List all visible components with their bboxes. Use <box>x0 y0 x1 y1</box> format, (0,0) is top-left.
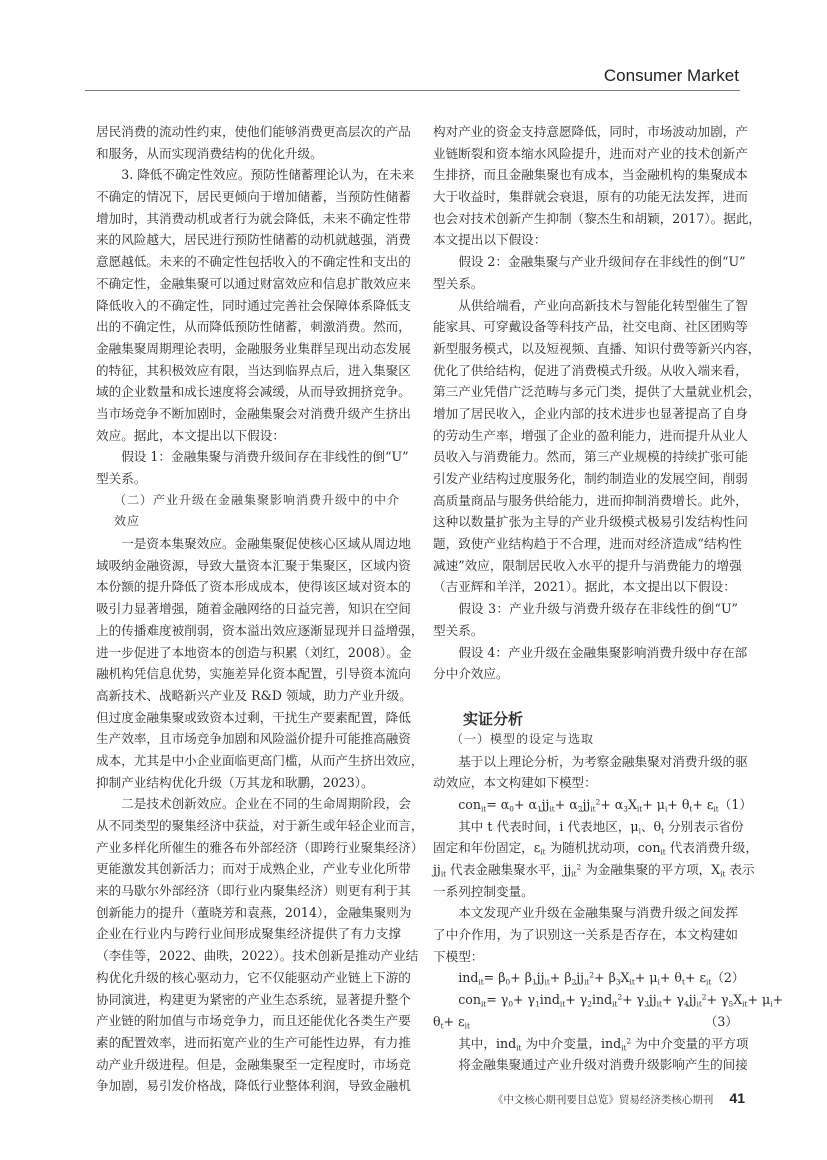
paragraph <box>96 533 424 793</box>
subscript: it <box>559 999 566 1009</box>
journal-section-title: Consumer Market <box>603 66 739 85</box>
subscript: i <box>770 999 773 1009</box>
text-line: 一是资本集聚效应。金融集聚促使核心区域从周边地 <box>121 536 411 552</box>
text-line: 高质量商品与服务供给能力，进而抑制消费增长。此外， <box>433 492 748 508</box>
text-run: 、θ <box>640 818 662 834</box>
subscript: 0 <box>505 978 511 987</box>
text-line: 假设 1：金融集聚与消费升级间存在非线性的倒“U” <box>121 449 409 465</box>
text-line: 型关系。 <box>433 275 484 291</box>
paragraph <box>433 251 746 294</box>
paragraph <box>433 642 748 685</box>
text-line: 业链断裂和资本缩水风险提升，进而对产业的技术创新产 <box>433 145 748 161</box>
subscript: 3 <box>615 978 621 987</box>
subscript: it <box>571 869 577 879</box>
text-line: 创新能力的提升（董晓芳和袁燕，2014），金融集聚则为 <box>96 904 412 920</box>
text-line: 素的配置效率，进而拓宽产业的生产可能性边界，有力推 <box>96 1034 411 1050</box>
text-line: 和服务，从而实现消费结构的优化升级。 <box>96 145 323 161</box>
superscript: 2 <box>617 992 623 1002</box>
text-line <box>433 837 758 859</box>
subscript: 3 <box>623 804 628 814</box>
text-run: + α <box>513 796 537 812</box>
text-line: 吸引力显著增强，随着金融网络的日益完善，知识在空间 <box>96 601 411 617</box>
subscript: i <box>638 826 641 836</box>
text-line: 争加剧，易引发价格战，降低行业整体利润，导致金融机 <box>96 1078 411 1094</box>
text-line: 成本，尤其是中小企业面临更高门槛，从而产生挤出效应， <box>96 752 424 768</box>
subscript: t <box>440 1021 444 1031</box>
text-run: 代表金融集聚水平，jj <box>446 862 572 878</box>
text-line: 本文提出以下假设： <box>433 232 547 248</box>
text-line: 引发产业结构过度服务化，制约制造业的发展空间，削弱 <box>433 471 748 486</box>
equation-body <box>458 967 711 989</box>
text-run: = β <box>483 970 506 986</box>
text-line: 将金融集聚通过产业升级对消费升级影响产生的间接 <box>458 1057 748 1073</box>
subscript: it <box>636 804 643 814</box>
subsection-heading: （二）产业升级在金融集聚影响消费升级中的中介效应 <box>114 492 401 529</box>
text-run: = γ <box>486 992 509 1008</box>
subscript: it <box>516 1043 522 1053</box>
text-line: 的劳动生产率，增强了企业的盈利能力，进而提升从业人 <box>433 427 748 443</box>
subscript: it <box>544 978 550 987</box>
text-run: 代表消费升级， <box>665 840 758 856</box>
text-line: 员收入与消费能力。然而，第三产业规模的持续扩张可能 <box>433 449 748 465</box>
text-line: 假设 2：金融集聚与产业升级间存在非线性的倒“U” <box>458 254 746 270</box>
text-run: ind <box>458 970 479 986</box>
text-line <box>433 1033 749 1055</box>
text-run: + α <box>600 796 624 812</box>
text-line: 更能激发其创新活力；而对于成熟企业，产业专业化所带 <box>96 861 411 877</box>
equation-line <box>433 794 752 816</box>
text-run: + α <box>554 796 578 812</box>
text-run: 分别表示省份 <box>664 818 744 834</box>
text-line: 但过度金融集聚或致资本过剩，干扰生产要素配置，降低 <box>96 709 411 725</box>
text-line: 协同演进，构建更为紧密的产业生态系统，显著提升整个 <box>96 991 411 1007</box>
paragraph <box>433 1033 749 1055</box>
text-line: 来的马歇尔外部经济（即行业内聚集经济）则更有利于其 <box>96 883 411 899</box>
text-run: 固定和年份固定，ε <box>433 840 541 856</box>
equation <box>433 967 745 989</box>
text-line: 减速”效应，限制居民收入水平的提升与消费能力的增强 <box>433 557 742 573</box>
equation-number: （1） <box>718 796 752 812</box>
superscript: 2 <box>589 971 595 981</box>
text-line: 上的传播难度被削弱，资本溢出效应逐渐显现并日益增强， <box>96 622 424 638</box>
text-line: 高新技术、战略新兴产业及 R&D 领域，助力产业升级。 <box>96 687 412 703</box>
text-run: + γ <box>622 992 645 1008</box>
equation <box>433 989 784 1032</box>
text-run: + β <box>549 970 572 986</box>
subscript: 3 <box>644 999 649 1009</box>
equation-number: （3） <box>704 1013 738 1029</box>
text-run: θ <box>433 1013 441 1029</box>
text-run: X <box>627 796 637 812</box>
text-line: 下模型： <box>433 948 484 964</box>
text-run: + γ <box>706 992 729 1008</box>
text-run: jj <box>541 796 550 812</box>
text-run: + μ <box>642 796 665 812</box>
subscript: it <box>706 978 712 987</box>
subscript: it <box>480 999 487 1009</box>
text-line: 进一步促进了本地资本的创造与积累（刘红，2008）。金 <box>96 644 412 660</box>
subscript: i <box>664 804 668 814</box>
text-run: jj <box>648 992 657 1008</box>
text-run: X <box>733 992 743 1008</box>
text-line: 假设 3：产业升级与消费升级存在非线性的倒“U” <box>458 601 738 617</box>
subscript: it <box>464 1021 470 1031</box>
subscript: 1 <box>532 978 537 987</box>
text-line: 构优化升级的核心驱动力，它不仅能驱动产业链上下游的 <box>96 969 411 985</box>
text-line: 域吸纳金融资源，导致大量资本汇聚于集聚区，区域内资 <box>96 557 411 573</box>
text-line: 基于以上理论分析，为考察金融集聚对消费升级的驱 <box>458 753 748 769</box>
text-line: 增加时，其消费动机或者行为就会降低，未来不确定性带 <box>96 210 411 226</box>
equation-body <box>433 1011 705 1033</box>
subscript: i <box>657 978 660 987</box>
equation-number: （2） <box>711 970 745 986</box>
text-line: 本文发现产业升级在金融集聚与消费升级之间发挥 <box>458 905 738 921</box>
text-run: jj <box>582 796 591 812</box>
paragraph <box>433 121 762 251</box>
section-heading: 实证分析 <box>463 709 524 728</box>
subscript: it <box>612 999 618 1009</box>
text-run: 其中，ind <box>458 1035 517 1051</box>
subscript: it <box>660 847 666 857</box>
text-line: 动效应，本文构建如下模型： <box>433 775 597 791</box>
equation-body <box>458 794 719 816</box>
equation-line <box>433 967 745 989</box>
header-divider <box>85 90 740 91</box>
equation <box>433 794 752 816</box>
text-line: 不确定的情况下，居民更倾向于增加储蓄，当预防性储蓄 <box>96 189 411 205</box>
text-run: con <box>458 796 481 812</box>
text-line: 分中介效应。 <box>433 666 509 682</box>
subscript: it <box>584 978 590 987</box>
equation-line <box>433 989 784 1011</box>
subscript: it <box>540 847 546 857</box>
text-line: 题，致使产业结构趋于不合理，进而对经济造成“结构性 <box>433 536 742 552</box>
text-line <box>433 859 755 881</box>
subscript: t <box>682 978 685 987</box>
paragraph <box>433 1054 748 1076</box>
right-text-column <box>433 121 784 1076</box>
subscript: it <box>549 804 555 814</box>
text-line: 的特征，其积极效应有限，当达到临界点后，进入集聚区 <box>96 362 411 378</box>
text-run: + ε <box>684 970 707 986</box>
text-line: 域的企业数量和成长速度将会减缓，从而导致拥挤竞争。 <box>96 384 411 400</box>
equation-body <box>458 989 783 1011</box>
text-line: 居民消费的流动性约束，使他们能够消费更高层次的产品 <box>96 124 411 139</box>
paragraph <box>96 164 415 446</box>
left-text-column <box>96 121 424 1097</box>
text-line: 效应。据此，本文提出以下假设： <box>96 427 285 443</box>
subscript: it <box>440 869 447 879</box>
text-line: 这种以数量扩张为主导的产业升级模式极易引发结构性问 <box>433 514 748 530</box>
text-run: 为金融集聚的平方项，X <box>581 862 721 878</box>
subscript: it <box>480 804 487 814</box>
superscript: 2 <box>595 797 601 807</box>
text-line: 从供给端看，产业向高新技术与智能化转型催生了智 <box>458 297 748 313</box>
text-line: 第三产业凭借广泛范畴与多元门类，提供了大量就业机会， <box>433 384 761 400</box>
subscript: it <box>696 999 702 1009</box>
text-run: + ε <box>443 1013 465 1029</box>
subscript: it <box>742 999 748 1009</box>
subscript: it <box>590 804 596 814</box>
paragraph <box>96 121 411 164</box>
subscript: 2 <box>571 978 577 987</box>
text-line: 本份额的提升降低了资本形成成本，使得该区域对资本的 <box>96 579 411 595</box>
subscript: 5 <box>728 999 734 1009</box>
subscript: it <box>478 978 484 987</box>
text-run: + μ <box>747 992 771 1008</box>
text-run: 其中 t 代表时间，i 代表地区，μ <box>458 818 639 834</box>
text-run: + ε <box>692 796 714 812</box>
subscript: 2 <box>587 999 592 1009</box>
text-line: 从不同类型的聚集经济中获益，对于新生或年轻企业而言， <box>96 818 424 834</box>
page-number: 41 <box>729 1090 745 1106</box>
text-run: jj <box>536 970 545 986</box>
subscript: it <box>621 1043 627 1053</box>
text-run: 为中介变量，ind <box>521 1035 622 1051</box>
subscript: t <box>661 826 665 836</box>
text-line: 型关系。 <box>96 471 147 486</box>
subscript: 4 <box>684 999 689 1009</box>
text-run: + β <box>594 970 616 986</box>
subscript: t <box>689 804 693 814</box>
subscript: 1 <box>537 804 542 814</box>
text-run: jj <box>688 992 697 1008</box>
subscript: 0 <box>509 804 514 814</box>
text-line: （李佳等，2022、曲昳，2022）。技术创新是推动产业结 <box>96 948 419 964</box>
text-run: = α <box>486 796 510 812</box>
text-line: 大于收益时，集群就会衰退，原有的功能无法发挥，进而 <box>433 189 748 205</box>
text-line: 出的不确定性，从而降低预防性储蓄，刺激消费。然而， <box>96 319 411 335</box>
text-line: 3. 降低不确定性效应。预防性储蓄理论认为，在未来 <box>121 167 415 183</box>
text-line: 新型服务模式，以及短视频、直播、知识付费等新兴内容， <box>433 340 761 356</box>
paragraph <box>433 751 748 794</box>
subscript: 2 <box>577 804 583 814</box>
text-line: 金融集聚周期理论表明，金融服务业集群呈现出动态发展 <box>96 340 411 356</box>
text-line: 动产业升级进程。但是，金融集聚至一定程度时，市场竞 <box>96 1056 411 1072</box>
text-line: 型关系。 <box>433 622 484 638</box>
text-line: 融机构凭信息优势，实施差异化资本配置，引导资本流向 <box>96 666 411 682</box>
text-line: 了中介作用，为了识别这一关系是否存在，本文构建如 <box>433 927 738 943</box>
text-run: 为随机扰动项，con <box>545 840 661 856</box>
text-run: ind <box>539 992 560 1008</box>
paragraph <box>96 793 424 1097</box>
text-line: 优化了供给结构，促进了消费模式升级。从收入端来看， <box>433 362 748 378</box>
paragraph <box>433 902 738 967</box>
text-run: + <box>772 992 784 1008</box>
text-run: + β <box>510 970 533 986</box>
text-line: 来的风险越大，居民进行预防性储蓄的动机就越强，消费 <box>96 232 411 248</box>
text-line: 意愿越低。未来的不确定性包括收入的不确定性和支出的 <box>96 254 411 270</box>
text-run: + μ <box>634 970 658 986</box>
text-line: 降低收入的不确定性，同时通过完善社会保障体系降低支 <box>96 297 411 313</box>
superscript: 2 <box>626 1036 632 1046</box>
text-run: + γ <box>512 992 536 1008</box>
paragraph <box>433 598 738 641</box>
text-line: 产业多样化所催生的雅各布外部经济（即跨行业聚集经济） <box>96 839 424 855</box>
text-line: 二是技术创新效应。企业在不同的生命周期阶段，会 <box>121 796 411 812</box>
subscript: 1 <box>535 999 540 1009</box>
text-run: con <box>458 992 481 1008</box>
subscript: it <box>629 978 635 987</box>
text-line: 生排挤，而且金融集聚也有成本，当金融机构的集聚成本 <box>433 167 748 183</box>
text-run: jj <box>576 970 585 986</box>
subscript: 0 <box>508 999 513 1009</box>
text-line: 不确定性，金融集聚可以通过财富效应和信息扩散效应来 <box>96 275 411 291</box>
text-line: 抑制产业结构优化升级（万其龙和耿鹏，2023）。 <box>96 774 374 790</box>
paragraph <box>433 295 761 599</box>
superscript: 2 <box>576 862 582 872</box>
paragraph <box>433 816 758 903</box>
text-line: 增加了居民收入，企业内部的技术进步也显著提高了自身 <box>433 405 748 421</box>
text-line: 一系列控制变量。 <box>433 883 534 899</box>
text-run: X <box>620 970 630 986</box>
text-line: 能家具、可穿戴设备等科技产品，社交电商、社区团购等 <box>433 319 748 335</box>
equation-line <box>433 1011 738 1033</box>
text-run: + θ <box>667 796 690 812</box>
text-run: 表示 <box>725 862 755 878</box>
text-line: 假设 4：产业升级在金融集聚影响消费升级中存在部 <box>458 644 748 660</box>
text-line: 企业在行业内与跨行业间形成聚集经济提供了有力支撑 <box>96 926 401 942</box>
text-line: 也会对技术创新产生抑制（黎杰生和胡颖，2017）。据此， <box>433 210 762 226</box>
text-run: + θ <box>659 970 682 986</box>
text-line: 构对产业的资金支持意愿降低，同时，市场波动加剧，产 <box>433 124 748 139</box>
subscript: it <box>656 999 662 1009</box>
text-run: ind <box>591 992 613 1008</box>
footer-journal-label: 《中文核心期刊要目总览》贸易经济类核心期刊 <box>492 1094 714 1106</box>
text-line: 当市场竞争不断加剧时，金融集聚会对消费升级产生挤出 <box>96 405 411 421</box>
subscript: it <box>720 869 726 879</box>
subsection-heading: （一）模型的设定与选取 <box>451 731 595 746</box>
text-line: （吉亚辉和羊洋，2021）。据此，本文提出以下假设： <box>433 579 736 595</box>
text-run: 为中介变量的平方项 <box>631 1035 749 1051</box>
text-run: jj <box>433 862 441 878</box>
text-run: + γ <box>565 992 588 1008</box>
paragraph <box>96 446 409 489</box>
subscript: it <box>713 804 719 814</box>
text-run: + γ <box>661 992 685 1008</box>
page-footer <box>493 1090 745 1107</box>
superscript: 2 <box>701 992 707 1002</box>
text-line <box>433 816 744 838</box>
text-line: 生产效率，且市场竞争加剧和风险溢价提升可能推高融资 <box>96 731 411 747</box>
text-line: 产业链的附加值与市场竞争力，而且还能优化各类生产要 <box>96 1013 411 1029</box>
